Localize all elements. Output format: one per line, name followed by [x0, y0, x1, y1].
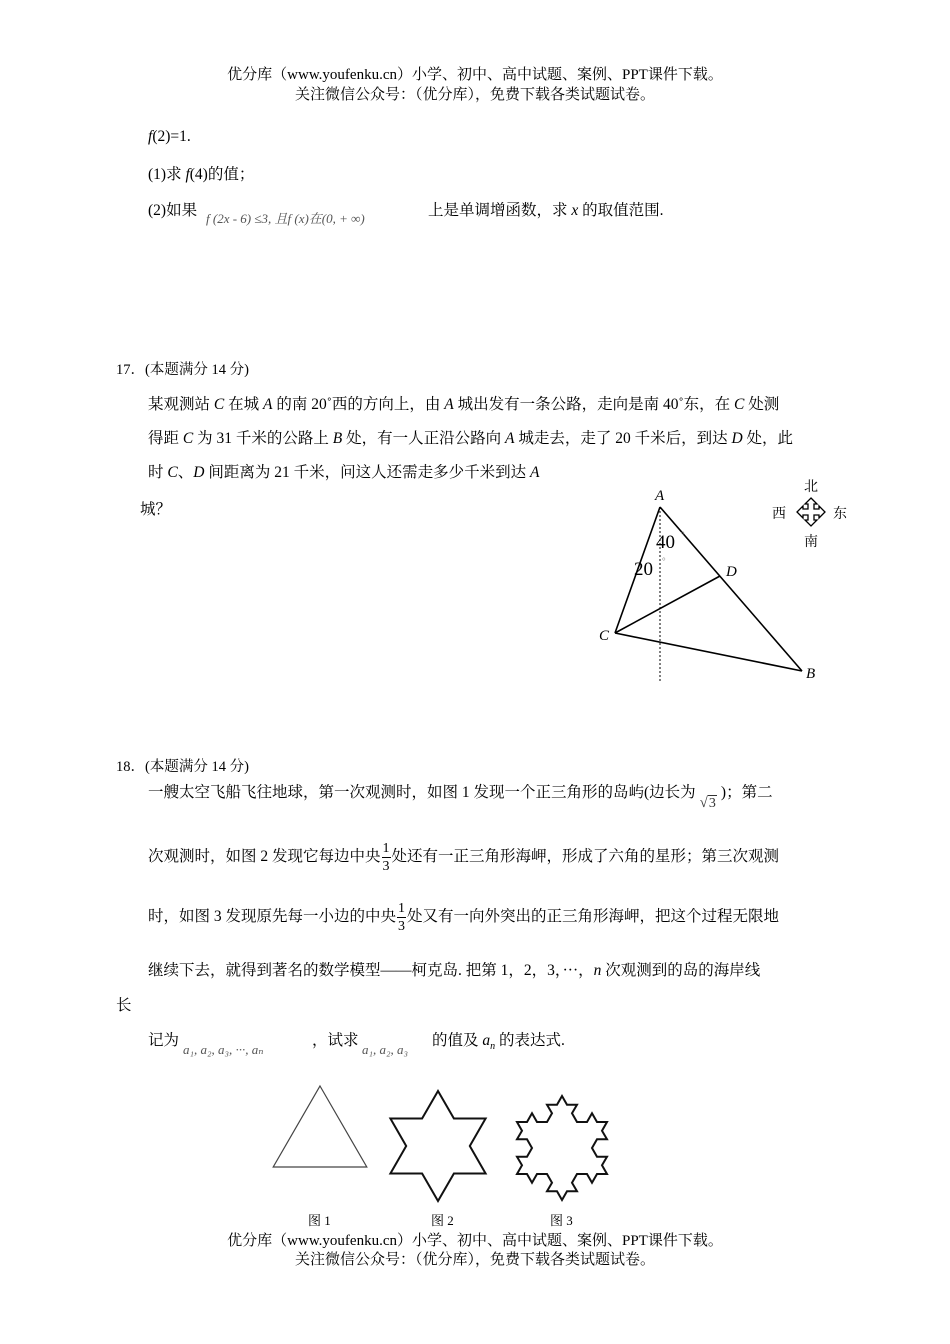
q18-text-line-5: 长: [116, 997, 132, 1014]
footer-line-1: 优分库（www.youfenku.cn）小学、初中、高中试题、案例、PPT课件下载。: [227, 1233, 723, 1249]
sequence-a1-a2-a3: a₁, a₂, a₃: [362, 1042, 409, 1057]
label-A: A: [655, 488, 665, 504]
angle-20-label: 20: [634, 559, 653, 580]
label-C: C: [599, 628, 610, 644]
angle-40-degree: °: [681, 530, 685, 540]
angle-40-label: 40: [656, 532, 675, 553]
q16-part2-tail: 上是单调增函数，求 x 的取值范围.: [428, 202, 664, 219]
q16-part2: (2)如果: [148, 202, 198, 219]
compass-south: 南: [804, 534, 818, 550]
q17-heading: 17．(本题满分 14 分): [116, 362, 249, 378]
q18-text-line-2: 次观测时，如图 2 发现它每边中央 $\frac{1}{3}$ 处还有一正三角形海岬，形成了六角的星形；第三次观测: [148, 841, 780, 874]
q16-condition: f(2)=1.: [148, 128, 191, 145]
q18-text-line-6-a: 记为: [148, 1032, 180, 1049]
q16-part2-formula: f (2x - 6) ≤3, 且f (x)在(0, + ∞): [206, 211, 365, 226]
q18-text-line-6-c: 的值及 $a_n$ 的表达式.: [432, 1032, 565, 1053]
fraction-one-third: $\frac{1}{3}$: [382, 841, 390, 874]
caption-figure-1: 图 1: [308, 1213, 331, 1228]
figure-1-triangle: [273, 1086, 367, 1167]
q18-heading: 18．(本题满分 14 分): [116, 759, 249, 775]
footer-line-2: 关注微信公众号：（优分库），免费下载各类试题试卷。: [294, 1252, 655, 1268]
sequence-a1-to-an: a₁, a₂, a₃, ···, aₙ: [183, 1042, 264, 1057]
header-line-2: 关注微信公众号：（优分库），免费下载各类试题试卷。: [294, 87, 655, 103]
q18-text-line-6-b: ，试求: [312, 1032, 359, 1049]
label-B: B: [806, 666, 816, 682]
segment-CD: [615, 576, 720, 633]
q17-text-line-4: 城？: [140, 501, 172, 518]
q16-part1: (1)求 f(4)的值；: [148, 166, 255, 183]
q18-text-line-4: 继续下去，就得到著名的数学模型——柯克岛. 把第 1，2，3，···，n 次观测到的岛的海岸线: [148, 962, 761, 979]
compass-east: 东: [833, 506, 847, 522]
label-D: D: [726, 564, 737, 580]
angle-20-degree: °: [662, 556, 666, 566]
koch-figures: [260, 1076, 640, 1226]
caption-figure-2: 图 2: [431, 1213, 454, 1228]
q18-text-line-1: 一艘太空飞船飞往地球，第一次观测时，如图 1 发现一个正三角形的岛屿(边长为√3)；第二: [148, 784, 773, 811]
header-line-1: 优分库（www.youfenku.cn）小学、初中、高中试题、案例、PPT课件下载。: [227, 67, 723, 83]
figure-2-star: [390, 1091, 485, 1201]
q17-text-line-3: 时 C、D 间距离为 21 千米，问这人还需走多少千米到达 A: [148, 464, 540, 481]
sqrt-3: √3: [699, 795, 716, 811]
figure-3-koch: [517, 1096, 607, 1200]
q17-text-line-2: 得距 C 为 31 千米的公路上 B 处，有一人正沿公路向 A 城走去，走了 20 千米后，到达 D 处，此: [148, 430, 794, 447]
compass-west: 西: [772, 506, 786, 522]
compass-north: 北: [804, 479, 818, 495]
fraction-one-third: $\frac{1}{3}$: [398, 901, 406, 934]
q18-text-line-3: 时，如图 3 发现原先每一小边的中央 $\frac{1}{3}$ 处又有一向外突出的正三角形海岬，把这个过程无限地: [148, 901, 780, 934]
q17-text-line-1: 某观测站 C 在城 A 的南 20˚西的方向上，由 A 城出发有一条公路，走向是南 40˚东，在 C 处测: [148, 396, 780, 413]
compass-arrows-icon: [797, 498, 825, 526]
caption-figure-3: 图 3: [550, 1213, 573, 1228]
compass-rose: [770, 474, 854, 550]
